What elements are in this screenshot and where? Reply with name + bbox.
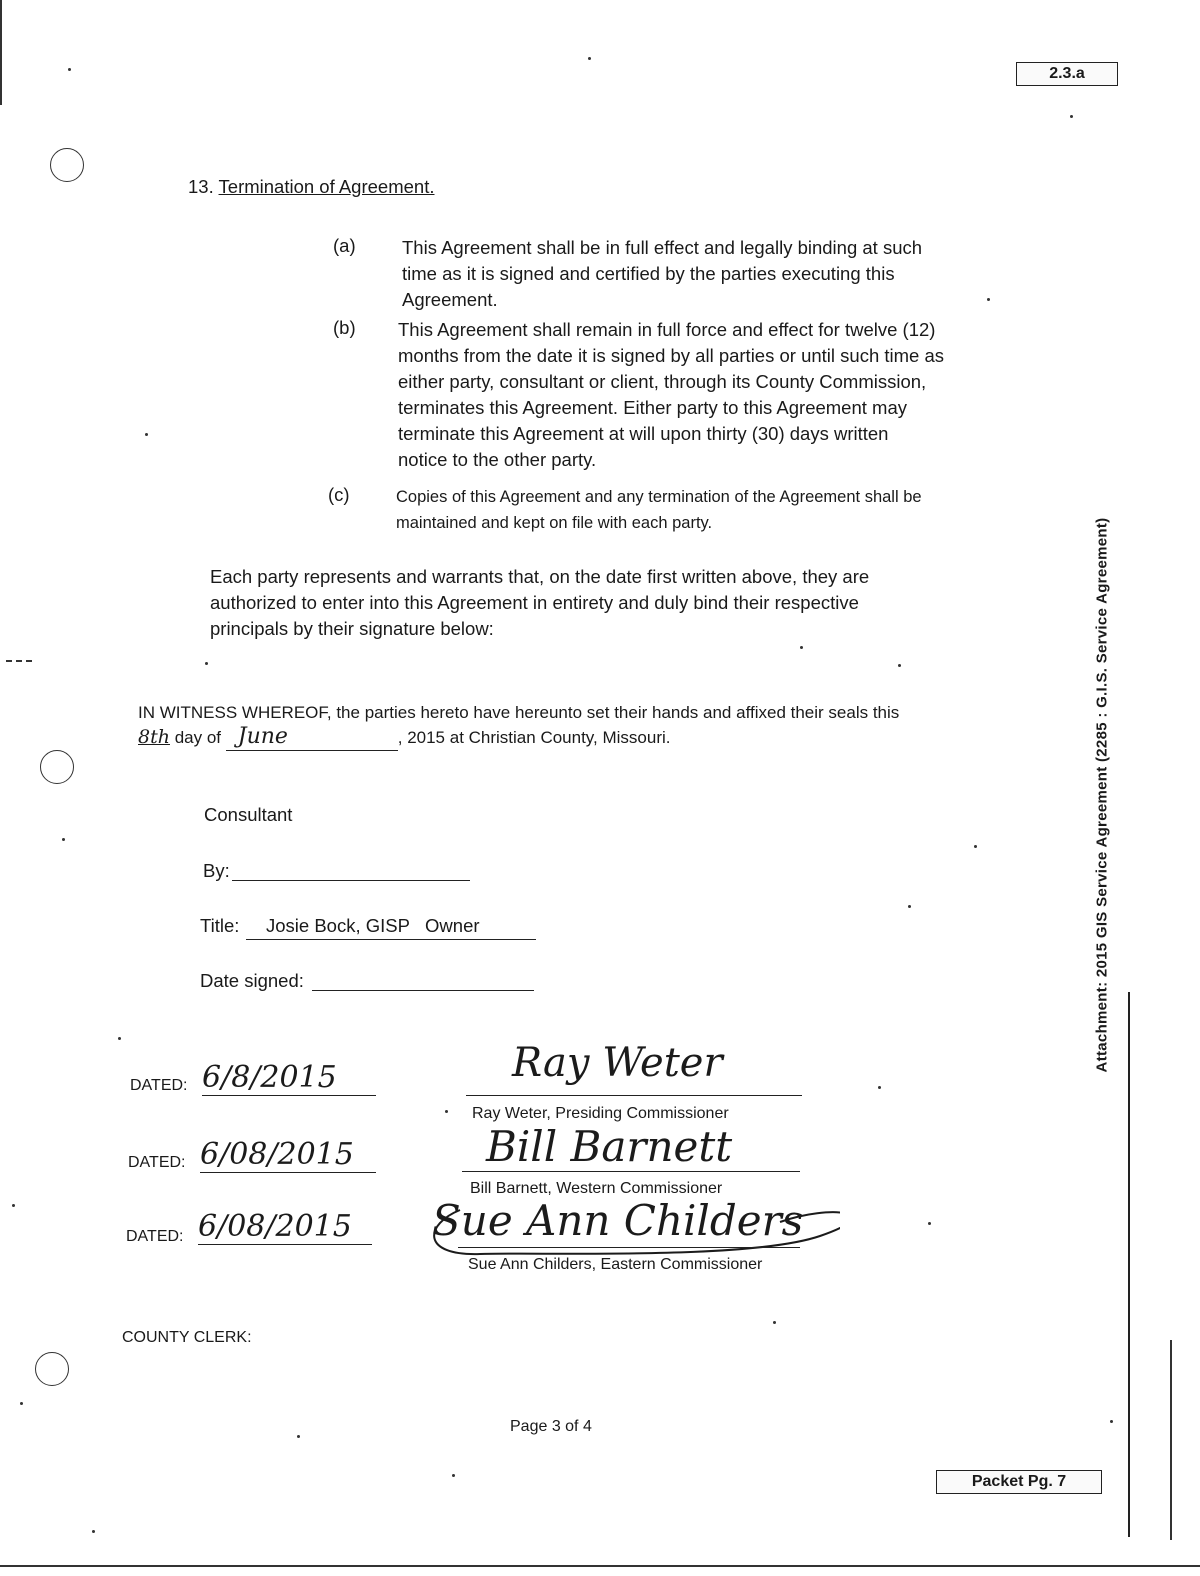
scan-speck <box>445 1110 448 1113</box>
witness-line-2-rest: , 2015 at Christian County, Missouri. <box>397 728 671 747</box>
paragraph-line: authorized to enter into this Agreement in entirety and duly bind their respective <box>210 592 859 613</box>
scan-speck <box>452 1474 455 1477</box>
hole-punch-middle <box>40 750 74 784</box>
commissioner-name: Bill Barnett, Western Commissioner <box>470 1180 723 1197</box>
signature-ray-weter: Ray Weter <box>512 1040 723 1086</box>
signature-sue-ann-childers: Sue Ann Childers <box>432 1196 804 1245</box>
signature-line <box>458 1247 800 1248</box>
clause-line: terminates this Agreement. Either party to this Agreement may <box>398 397 907 418</box>
clause-line: This Agreement shall be in full effect and legally binding at such <box>402 237 923 258</box>
signature-bill-barnett: Bill Barnett <box>486 1122 733 1171</box>
clause-line: months from the date it is signed by all parties or until such time as <box>398 345 945 366</box>
scan-speck <box>92 1530 95 1533</box>
clause-line: time as it is signed and certified by the parties executing this <box>402 263 895 284</box>
witness-line-1: IN WITNESS WHEREOF, the parties hereto have hereunto set their hands and affixed their seals this <box>138 703 900 722</box>
commissioner-name: Sue Ann Childers, Eastern Commissioner <box>468 1256 763 1273</box>
clause-c <box>396 484 922 536</box>
date-signed-label: Date signed: <box>200 970 304 991</box>
hole-punch-top <box>50 148 84 182</box>
day-of-label: day of <box>174 728 222 747</box>
representation-paragraph <box>210 564 869 642</box>
scan-speck <box>800 646 803 649</box>
attachment-side-label: Attachment: 2015 GIS Service Agreement (2285 : G.I.S. Service Agreement) <box>1093 517 1111 1073</box>
clause-line: either party, consultant or client, through its County Commission, <box>398 371 927 392</box>
signature-line <box>466 1095 802 1096</box>
paragraph-line: principals by their signature below: <box>210 618 494 639</box>
clause-a <box>402 235 922 313</box>
scan-speck <box>297 1435 300 1438</box>
scan-speck <box>68 68 71 71</box>
clause-line: notice to the other party. <box>398 449 597 470</box>
scan-speck <box>1070 115 1073 118</box>
clause-line: Agreement. <box>402 289 498 310</box>
section-title: Termination of Agreement. <box>218 176 435 197</box>
dated-label: DATED: <box>128 1154 186 1171</box>
day-handwritten: 8th <box>138 726 170 748</box>
clause-line: terminate this Agreement at will upon thirty (30) days written <box>398 423 889 444</box>
scan-speck <box>773 1321 776 1324</box>
clause-b <box>398 317 944 473</box>
dated-label: DATED: <box>130 1077 188 1094</box>
dated-value: 6/08/2015 <box>198 1209 372 1245</box>
page-number: Page 3 of 4 <box>510 1418 592 1435</box>
month-handwritten: June <box>226 724 398 751</box>
scan-speck <box>12 1204 15 1207</box>
consultant-heading: Consultant <box>204 804 293 825</box>
hole-punch-bottom <box>35 1352 69 1386</box>
scan-speck <box>908 905 911 908</box>
scan-speck <box>898 664 901 667</box>
scan-speck <box>1110 1420 1113 1423</box>
item-tag: 2.3.a <box>1016 62 1118 86</box>
dated-value: 6/08/2015 <box>200 1137 376 1173</box>
scan-right-rule <box>1128 992 1130 1537</box>
date-signed-line[interactable] <box>312 990 534 991</box>
section-number: 13. <box>188 176 214 197</box>
clause-line: This Agreement shall remain in full force and effect for twelve (12) <box>398 319 936 340</box>
dated-label: DATED: <box>126 1228 184 1245</box>
scan-speck <box>588 57 591 60</box>
scan-speck <box>974 845 977 848</box>
scan-speck <box>987 298 990 301</box>
scan-speck <box>20 1402 23 1405</box>
paragraph-line: Each party represents and warrants that, on the date first written above, they are <box>210 566 870 587</box>
dated-value: 6/8/2015 <box>202 1060 376 1096</box>
scan-speck <box>928 1222 931 1225</box>
section-heading <box>188 174 434 200</box>
clause-line: Copies of this Agreement and any termination of the Agreement shall be <box>396 488 922 506</box>
scan-speck <box>878 1086 881 1089</box>
by-signature-line[interactable] <box>232 880 470 881</box>
clause-a-label: (a) <box>333 235 356 256</box>
scan-speck <box>62 838 65 841</box>
scan-speck <box>145 433 148 436</box>
packet-page: Packet Pg. 7 <box>936 1470 1102 1494</box>
by-label: By: <box>203 860 230 881</box>
scan-speck <box>118 1037 121 1040</box>
commissioner-name: Ray Weter, Presiding Commissioner <box>472 1105 729 1122</box>
scan-speck <box>205 662 208 665</box>
scan-left-edge <box>0 0 2 105</box>
clause-c-label: (c) <box>328 484 350 505</box>
county-clerk-label: COUNTY CLERK: <box>122 1329 252 1346</box>
scan-bottom-edge <box>0 1565 1200 1567</box>
clause-line: maintained and kept on file with each party. <box>396 514 713 532</box>
witness-line-2 <box>138 724 671 751</box>
title-label: Title: <box>200 915 240 936</box>
margin-dash <box>6 660 32 662</box>
signature-line <box>462 1171 800 1172</box>
scan-right-rule-2 <box>1170 1340 1172 1540</box>
title-value: Josie Bock, GISP Owner <box>246 913 536 940</box>
clause-b-label: (b) <box>333 317 356 338</box>
